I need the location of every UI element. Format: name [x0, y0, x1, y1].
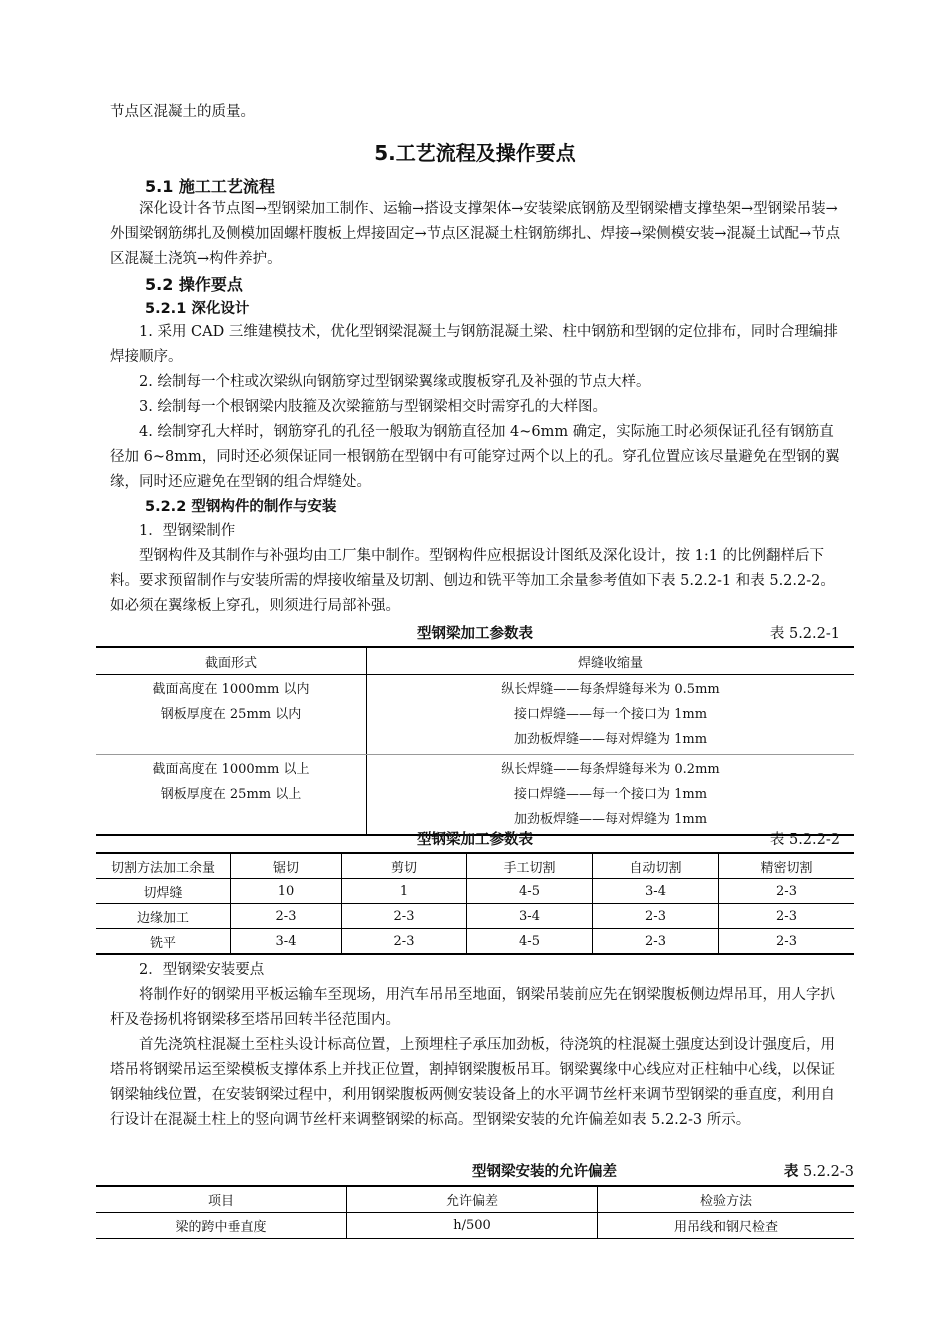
table-header-cell: 自动切割 [593, 853, 719, 879]
table-header-cell: 切割方法加工余量 [96, 853, 231, 879]
table-header-cell: 焊缝收缩量 [367, 647, 855, 675]
design-item-4: 4. 绘制穿孔大样时，钢筋穿孔的孔径一般取为钢筋直径加 4~6mm 确定，实际施工时必须保证孔径有钢筋直径加 6~8mm，同时还必须保证同一根钢筋在型钢中有可能穿过两个以上的孔。穿孔位置应该尽量避免在型钢的翼缘，同时还应避免在型钢的组合焊缝处。 [110, 424, 840, 490]
table-cell: 3-4 [467, 904, 593, 929]
cell-line: 纵长焊缝——每条焊缝每米为 0.5mm [501, 682, 720, 697]
cell-line: 钢板厚度在 25mm 以上 [160, 787, 302, 802]
table-cell: 2-3 [719, 929, 855, 955]
table3-title: 型钢梁安装的允许偏差 [472, 1164, 617, 1180]
table-header-row [96, 853, 854, 879]
table-cell: 3-4 [231, 929, 342, 955]
table-cell: 4-5 [467, 929, 593, 955]
table-cell [96, 675, 367, 755]
table-cell [367, 675, 855, 755]
table-cell: 10 [231, 879, 342, 904]
table-row [96, 675, 854, 755]
installation-paragraph-2: 首先浇筑柱混凝土至柱头设计标高位置，上预埋柱子承压加劲板，待浇筑的柱混凝土强度达到设计强度后，用塔吊将钢梁吊运至梁模板支撑体系上并找正位置，割掉钢梁腹板吊耳。钢梁翼缘中心线应对正柱轴中心线，以保证钢梁轴线位置，在安装钢梁过程中，利用钢梁腹板两侧安装设备上的水平调节丝杆来调节型钢梁的垂直度，利用自行设计在混凝土柱上的竖向调节丝杆来调整钢梁的标高。型钢梁安装的允许偏差如表 5.2.2-3 所示。 [110, 1037, 835, 1128]
table-header-cell: 允许偏差 [347, 1186, 598, 1213]
table-cell: 3-4 [593, 879, 719, 904]
section-title: 5.工艺流程及操作要点 [374, 141, 576, 165]
cell-line: 截面高度在 1000mm 以内 [152, 682, 310, 697]
table-header-cell: 精密切割 [719, 853, 855, 879]
table-row [96, 755, 854, 836]
table1-title: 型钢梁加工参数表 [417, 626, 533, 642]
sub-heading-installation: 2．型钢梁安装要点 [139, 962, 265, 978]
table-installation-tolerance [96, 1185, 854, 1239]
table-row [96, 879, 854, 904]
table-cell: 边缘加工 [96, 904, 231, 929]
table-cell: h/500 [347, 1213, 598, 1239]
table-header-cell: 检验方法 [598, 1186, 855, 1213]
table-cell: 2-3 [593, 929, 719, 955]
cell-line: 接口焊缝——每一个接口为 1mm [513, 787, 708, 802]
heading-5-2-1: 5.2.1 深化设计 [145, 301, 250, 317]
table2-number: 表 5.2.2-2 [769, 832, 840, 848]
heading-5-1: 5.1 施工工艺流程 [145, 177, 275, 196]
table-cell [96, 755, 367, 836]
table-header-row [96, 647, 854, 675]
table-weld-shrinkage [96, 646, 854, 836]
table-cell: 2-3 [231, 904, 342, 929]
table-cell: 2-3 [593, 904, 719, 929]
table-header-cell: 剪切 [342, 853, 467, 879]
heading-5-2-2: 5.2.2 型钢构件的制作与安装 [145, 499, 337, 515]
sub-heading-fabrication: 1．型钢梁制作 [139, 523, 236, 539]
table-header-row [96, 1186, 854, 1213]
table-cell: 2-3 [719, 904, 855, 929]
fabrication-paragraph: 型钢构件及其制作与补强均由工厂集中制作。型钢构件应根据设计图纸及深化设计，按 1:1 的比例翻样后下料。要求预留制作与安装所需的焊接收缩量及切割、刨边和铣平等加工余量参考值如下表 5.2.2-1 和表 5.2.2-2。如必须在翼缘板上穿孔，则须进行局部补强。 [110, 548, 835, 614]
design-item-3: 3. 绘制每一个根钢梁内肢箍及次梁箍筋与型钢梁相交时需穿孔的大样图。 [139, 399, 607, 415]
cell-line: 加劲板焊缝——每对焊缝为 1mm [513, 732, 708, 747]
table-header-cell: 手工切割 [467, 853, 593, 879]
table-header-cell: 锯切 [231, 853, 342, 879]
table-row [96, 904, 854, 929]
table-cell: 梁的跨中垂直度 [96, 1213, 347, 1239]
table-cell [367, 755, 855, 836]
cell-line: 钢板厚度在 25mm 以内 [160, 707, 302, 722]
table-cell: 2-3 [342, 904, 467, 929]
table1-number: 表 5.2.2-1 [769, 626, 840, 642]
table-row [96, 1213, 854, 1239]
table-cell: 4-5 [467, 879, 593, 904]
table-header-cell: 项目 [96, 1186, 347, 1213]
table2-title: 型钢梁加工参数表 [417, 832, 533, 848]
table-machining-allowance [96, 852, 854, 955]
design-item-2: 2. 绘制每一个柱或次梁纵向钢筋穿过型钢梁翼缘或腹板穿孔及补强的节点大样。 [139, 374, 651, 390]
design-item-1: 1. 采用 CAD 三维建模技术，优化型钢梁混凝土与钢筋混凝土梁、柱中钢筋和型钢的定位排布，同时合理编排焊接顺序。 [110, 324, 838, 365]
cell-line: 截面高度在 1000mm 以上 [152, 762, 310, 777]
table-cell: 用吊线和钢尺检查 [598, 1213, 855, 1239]
cell-line: 接口焊缝——每一个接口为 1mm [513, 707, 708, 722]
table-cell: 铣平 [96, 929, 231, 955]
table3-number-value: 5.2.2-3 [802, 1164, 854, 1180]
process-flow-text: 深化设计各节点图→型钢梁加工制作、运输→搭设支撑架体→安装梁底钢筋及型钢梁槽支撑垫架→型钢梁吊装→外围梁钢筋绑扎及侧模加固螺杆腹板上焊接固定→节点区混凝土柱钢筋绑扎、焊接→梁侧模安装→混凝土试配→节点区混凝土浇筑→构件养护。 [110, 201, 841, 267]
table-row [96, 929, 854, 955]
cell-line: 纵长焊缝——每条焊缝每米为 0.2mm [501, 762, 720, 777]
table-cell: 切焊缝 [96, 879, 231, 904]
table-cell: 2-3 [342, 929, 467, 955]
heading-5-2: 5.2 操作要点 [145, 275, 243, 294]
cell-line: 加劲板焊缝——每对焊缝为 1mm [513, 812, 708, 827]
intro-tail: 节点区混凝土的质量。 [110, 104, 255, 120]
table-cell: 2-3 [719, 879, 855, 904]
table-header-cell: 截面形式 [96, 647, 367, 675]
installation-paragraph-1: 将制作好的钢梁用平板运输车至现场，用汽车吊吊至地面，钢梁吊装前应先在钢梁腹板侧边焊吊耳，用人字扒杆及卷扬机将钢梁移至塔吊回转半径范围内。 [110, 987, 835, 1028]
table3-number: 表 5.2.2-3 [783, 1164, 854, 1180]
table-cell: 1 [342, 879, 467, 904]
